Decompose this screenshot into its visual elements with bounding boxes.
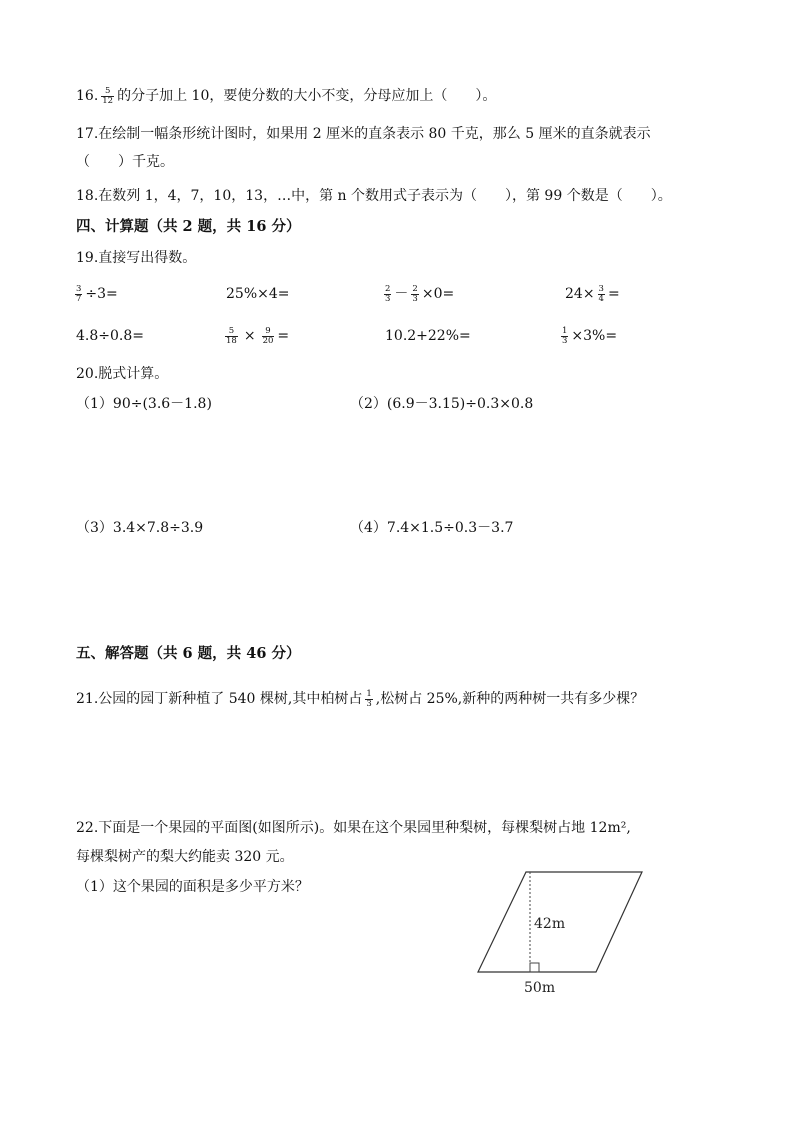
fraction: $\frac{2}{3}$ — [412, 283, 418, 304]
calc-item-5: 4.8÷0.8= — [76, 328, 144, 344]
fraction: $\frac{1}{3}$ — [562, 325, 568, 346]
calc-step-2: （2）(6.9－3.15)÷0.3×0.8 — [350, 396, 534, 412]
fraction: $\frac{2}{3}$ — [385, 283, 391, 304]
question-number: 16. — [76, 88, 99, 104]
calc-item-4: 24× $\frac{3}{4}$ = — [565, 283, 620, 304]
calc-item-2: 25%×4= — [226, 286, 290, 302]
calc-item-7: 10.2+22%= — [385, 328, 471, 344]
right-angle-mark — [530, 963, 539, 972]
fraction: $\frac{5}{18}$ — [226, 325, 237, 346]
height-label: 42m — [534, 916, 566, 932]
fraction: $\frac{3}{4}$ — [598, 283, 604, 304]
fraction: $\frac{1}{3}$ — [366, 688, 372, 709]
calc-item-3: $\frac{2}{3}$ － $\frac{2}{3}$ ×0= — [385, 283, 455, 304]
question-text: 的分子加上 10，要使分数的大小不变，分母应加上（ ）。 — [117, 88, 497, 104]
question-22-sub1: （1）这个果园的面积是多少平方米？ — [76, 879, 309, 895]
calc-step-3: （3）3.4×7.8÷3.9 — [76, 520, 204, 536]
question-20-title: 20.脱式计算。 — [76, 366, 169, 382]
calc-item-8: $\frac{1}{3}$ ×3%= — [562, 325, 618, 346]
question-16 — [76, 86, 496, 106]
question-17-line2: （ ）千克。 — [76, 154, 174, 170]
section-5-title: 五、解答题（共 6 题，共 46 分） — [76, 645, 301, 662]
calc-item-1: $\frac{3}{7}$ ÷3= — [76, 283, 118, 304]
question-22-line1: 22.下面是一个果园的平面图(如图所示)。如果在这个果园里种梨树，每棵梨树占地 12m², — [76, 820, 631, 836]
fraction: $\frac{5}{12}$ — [102, 85, 114, 106]
base-label: 50m — [524, 980, 556, 996]
question-18: 18.在数列 1，4，7，10，13，…中，第 n 个数用式子表示为（ ），第 99 个数是（ ）。 — [76, 188, 672, 204]
question-22-line2: 每棵梨树产的梨大约能卖 320 元。 — [76, 849, 294, 865]
calc-item-6: $\frac{5}{18}$ × $\frac{9}{20}$ = — [226, 325, 290, 346]
question-17-line1: 17.在绘制一幅条形统计图时，如果用 2 厘米的直条表示 80 千克，那么 5 厘米的直条就表示 — [76, 126, 651, 142]
calc-step-4: （4）7.4×1.5÷0.3－3.7 — [350, 520, 514, 536]
section-4-title: 四、计算题（共 2 题，共 16 分） — [76, 218, 301, 235]
calc-step-1: （1）90÷(3.6－1.8) — [76, 396, 212, 412]
question-21: 21.公园的园丁新种植了 540 棵树,其中柏树占 $\frac{1}{3}$ ,松树占 25%,新种的两种树一共有多少棵？ — [76, 688, 645, 709]
fraction: $\frac{3}{7}$ — [76, 283, 82, 304]
question-19-title: 19.直接写出得数。 — [76, 250, 197, 266]
parallelogram-figure — [470, 866, 670, 996]
fraction: $\frac{9}{20}$ — [262, 325, 274, 346]
